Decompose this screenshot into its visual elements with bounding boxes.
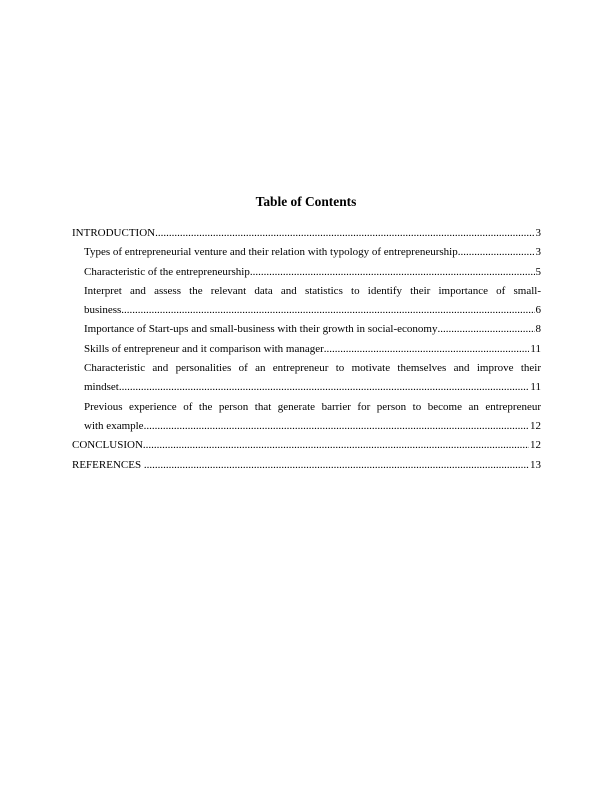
toc-entry-text-line1: Characteristic and personalities of an entrepreneur to motivate themselves and improve their — [84, 362, 541, 375]
toc-entry-introduction[interactable] — [72, 224, 541, 243]
toc-dot-leader — [324, 340, 530, 359]
toc-dot-leader — [143, 436, 529, 455]
toc-entry-text: Importance of Start-ups and small-business with their growth in social-economy — [84, 323, 438, 336]
toc-entry-startups[interactable] — [72, 320, 541, 339]
toc-entry-text: INTRODUCTION — [72, 227, 156, 239]
toc-page-number: 3 — [535, 246, 541, 259]
toc-entry-text: Skills of entrepreneur and it comparison with manager — [84, 342, 324, 355]
toc-entry-text: CONCLUSION — [72, 439, 143, 452]
toc-entry-references[interactable] — [72, 456, 541, 475]
toc-entry-interpret-data[interactable] — [72, 282, 541, 321]
toc-page-number: 13 — [530, 458, 541, 471]
toc-entry-text-line1: Previous experience of the person that generate barrier for person to become an entrepreneur — [84, 400, 541, 413]
toc-page-number: 6 — [535, 304, 541, 317]
toc-title: Table of Contents — [255, 194, 357, 209]
toc-page-number: 3 — [535, 227, 541, 239]
toc-dot-leader — [144, 417, 529, 436]
toc-entry-previous-experience[interactable] — [72, 398, 541, 437]
toc-entry-text: business — [84, 304, 122, 317]
toc-entry-text: Characteristic of the entrepreneurship — [84, 265, 250, 278]
toc-entry-types-of-venture[interactable] — [72, 243, 541, 262]
toc-entry-text: REFERENCES — [72, 458, 144, 471]
toc-page-number: 12 — [530, 419, 541, 432]
toc-page-number: 5 — [535, 265, 541, 278]
table-of-contents — [72, 224, 541, 475]
toc-dot-leader — [144, 456, 529, 475]
toc-page-number: 12 — [530, 439, 541, 452]
toc-dot-leader — [458, 243, 535, 262]
toc-dot-leader — [250, 263, 535, 282]
toc-page-number: 11 — [530, 342, 541, 355]
toc-entry-personalities[interactable] — [72, 359, 541, 398]
toc-entry-skills[interactable] — [72, 340, 541, 359]
toc-entry-text: Types of entrepreneurial venture and their relation with typology of entrepreneurship — [84, 246, 458, 259]
toc-dot-leader — [437, 320, 534, 339]
toc-entry-conclusion[interactable] — [72, 436, 541, 455]
toc-entry-text: mindset — [84, 381, 119, 394]
toc-dot-leader — [121, 301, 534, 320]
toc-page-number: 11 — [530, 381, 541, 394]
toc-entry-text-line1: Interpret and assess the relevant data and statistics to identify their importance of small- — [84, 284, 541, 297]
toc-page-number: 8 — [535, 323, 541, 336]
toc-dot-leader — [119, 378, 530, 397]
toc-dot-leader — [155, 224, 534, 243]
toc-entry-text: with example — [84, 419, 144, 432]
toc-entry-characteristic[interactable] — [72, 263, 541, 282]
